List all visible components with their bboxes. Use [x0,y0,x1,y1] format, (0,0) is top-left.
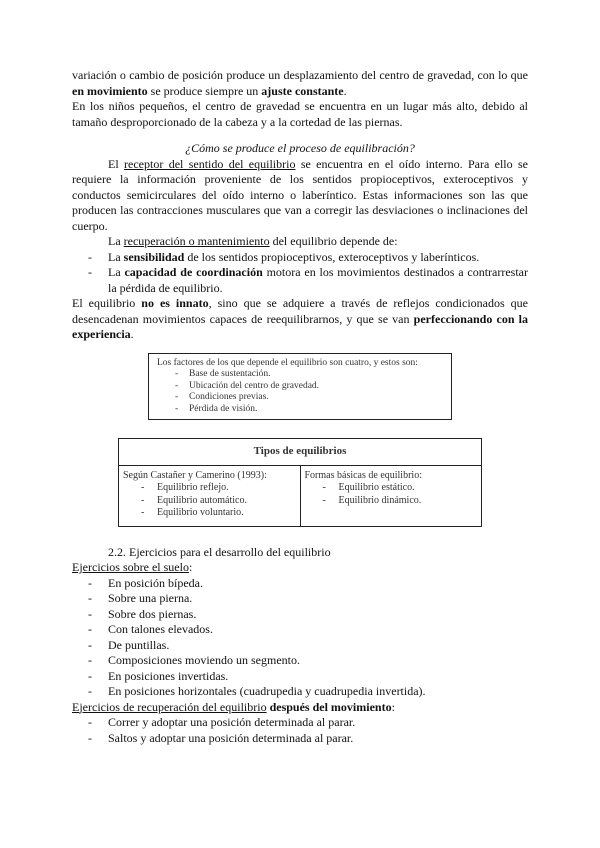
list-item-bold: capacidad de coordinación [124,265,263,279]
innate-bold-1: no es innato [141,296,209,310]
list-item [72,653,528,669]
list-item-pre: La [108,249,124,264]
list-item [72,669,528,685]
intro-text: variación o cambio de posición produce un desplazamiento del centro de gravedad, con lo que [72,68,528,82]
dash: - [88,622,92,636]
intro-text-2: se produce siempre un [147,83,262,98]
list-item [323,495,478,508]
list-item-text: En posiciones invertidas. [108,668,229,683]
list-item-text: Composiciones moviendo un segmento. [108,653,300,667]
dash: - [88,591,92,605]
receptor-post: se encuentra en el oído interno. Para ello se requiere la información proveniente de los sentidos propioceptivos, exteroceptivos y conductos semicirculares del oído interno o laberíntico. Estas informaciones son las que producen las contracciones musculares que van a corregir las desviaciones o inclinaciones del cuerpo. [72,156,528,233]
list-item [175,369,443,381]
dash: - [88,575,92,590]
floor-exercises-list [72,576,528,700]
list-item-text: Sobre una pierna. [108,591,193,605]
dash: - [88,730,92,745]
right-list [305,482,478,507]
dash: - [141,494,145,506]
list-item [72,591,528,607]
dash: - [88,265,92,279]
list-item-text: Equilibrio dinámico. [338,494,422,506]
list-item-text: Saltos y adoptar una posición determinada al parar. [108,730,354,745]
recovery-post: del equilibrio depende de: [269,234,398,248]
receptor-underlined: receptor del sentido del equilibrio [124,156,296,171]
intro-paragraph [72,68,528,99]
list-item-text: Base de sustentación. [189,369,271,379]
innate-pre: El equilibrio [72,296,142,310]
table-cell-right [300,465,482,526]
table-cell-left [119,465,301,526]
intro-bold-adjustment: ajuste constante [261,83,344,98]
recovery-paragraph [72,234,528,250]
dash: - [88,684,92,698]
table-heading: Tipos de equilibrios [119,439,482,466]
list-item-post: de los sentidos propioceptivos, exteroceptivos y laberínticos. [184,249,480,264]
list-item-pre: La [108,265,125,279]
list-item [323,482,478,495]
dash: - [88,606,92,621]
list-item-text: Equilibrio reflejo. [157,482,229,493]
list-item-text: Ubicación del centro de gravedad. [189,380,320,391]
dash: - [88,668,92,683]
dash: - [175,380,179,391]
receptor-pre: El [108,156,125,171]
list-item [175,392,443,404]
dash: - [141,482,145,493]
list-item [72,622,528,638]
floor-heading [72,560,528,576]
list-item [72,576,528,592]
list-item [141,507,296,520]
list-item-text: En posiciones horizontales (cuadrupedia y cuadrupedia invertida). [108,684,426,698]
floor-heading-colon: : [188,560,193,574]
list-item-text: Sobre dos piernas. [108,606,197,621]
question-heading: ¿Cómo se produce el proceso de equilibración? [185,141,415,155]
dash: - [141,507,145,518]
innate-bold-2: perfeccionando con la experiencia [72,311,528,341]
list-item-text: Equilibrio automático. [157,494,247,506]
list-item-text: Equilibrio voluntario. [157,507,244,518]
list-item [141,495,296,508]
recovery-heading-colon: : [391,699,395,714]
document-page [72,68,528,746]
factors-box-list [157,369,443,415]
left-title: Según Castañer y Camerino (1993): [123,469,267,481]
list-item [72,265,528,296]
intro-period: . [343,83,347,98]
children-paragraph: En los niños pequeños, el centro de gravedad se encuentra en un lugar más alto, debido al tamaño desproporcionado de la cabeza y a la cortedad de las piernas. [72,99,528,129]
innate-mid: , sino que se adquiere a través de reflejos condicionados que desencadenan movimientos capaces de reequilibrarnos, y que se van [72,296,528,326]
dash: - [175,369,179,379]
recovery-underlined: recuperación o mantenimiento [123,234,270,248]
factors-box-title: Los factores de los que depende el equilibrio son cuatro, y estos son: [157,357,418,368]
recovery-heading-text: Ejercicios de recuperación del equilibrio [72,699,267,714]
list-item-text: Pérdida de visión. [189,403,258,414]
dash: - [175,403,179,414]
list-item [72,638,528,654]
floor-heading-text: Ejercicios sobre el suelo [72,560,189,574]
list-item-text: Con talones elevados. [108,622,213,636]
list-item-text: Correr y adoptar una posición determinada al parar. [108,715,356,729]
receptor-paragraph [72,157,528,235]
recovery-pre: La [108,234,124,248]
intro-bold-movement: en movimiento [72,83,148,98]
dash: - [88,715,92,729]
left-list [123,482,296,520]
factors-list [72,250,528,297]
list-item [72,715,528,731]
list-item [72,607,528,623]
dash: - [88,249,92,264]
list-item [72,684,528,700]
list-item [175,404,443,416]
list-item-text: Equilibrio estático. [338,482,415,493]
list-item [141,482,296,495]
recovery-exercises-list [72,715,528,746]
right-title: Formas básicas de equilibrio: [304,469,422,481]
dash: - [322,482,326,493]
recovery-heading-bold: después del movimiento [266,699,392,714]
list-item-post: motora en los movimientos destinados a contrarrestar la pérdida de equilibrio. [108,265,528,295]
list-item-text: De puntillas. [108,637,170,652]
list-item-bold: sensibilidad [123,249,185,264]
dash: - [175,392,179,402]
factors-box [148,353,452,421]
recovery-heading [72,700,528,716]
dash: - [88,637,92,652]
innate-paragraph [72,296,528,343]
list-item-text: Condiciones previas. [189,392,269,402]
dash: - [88,653,92,667]
innate-post: . [130,327,134,341]
list-item-text: En posición bípeda. [108,575,203,590]
list-item [72,250,528,266]
section-title: 2.2. Ejercicios para el desarrollo del equilibrio [108,544,331,559]
list-item [175,381,443,393]
list-item [72,731,528,747]
dash: - [322,494,326,506]
equilibrium-types-table [118,438,482,527]
